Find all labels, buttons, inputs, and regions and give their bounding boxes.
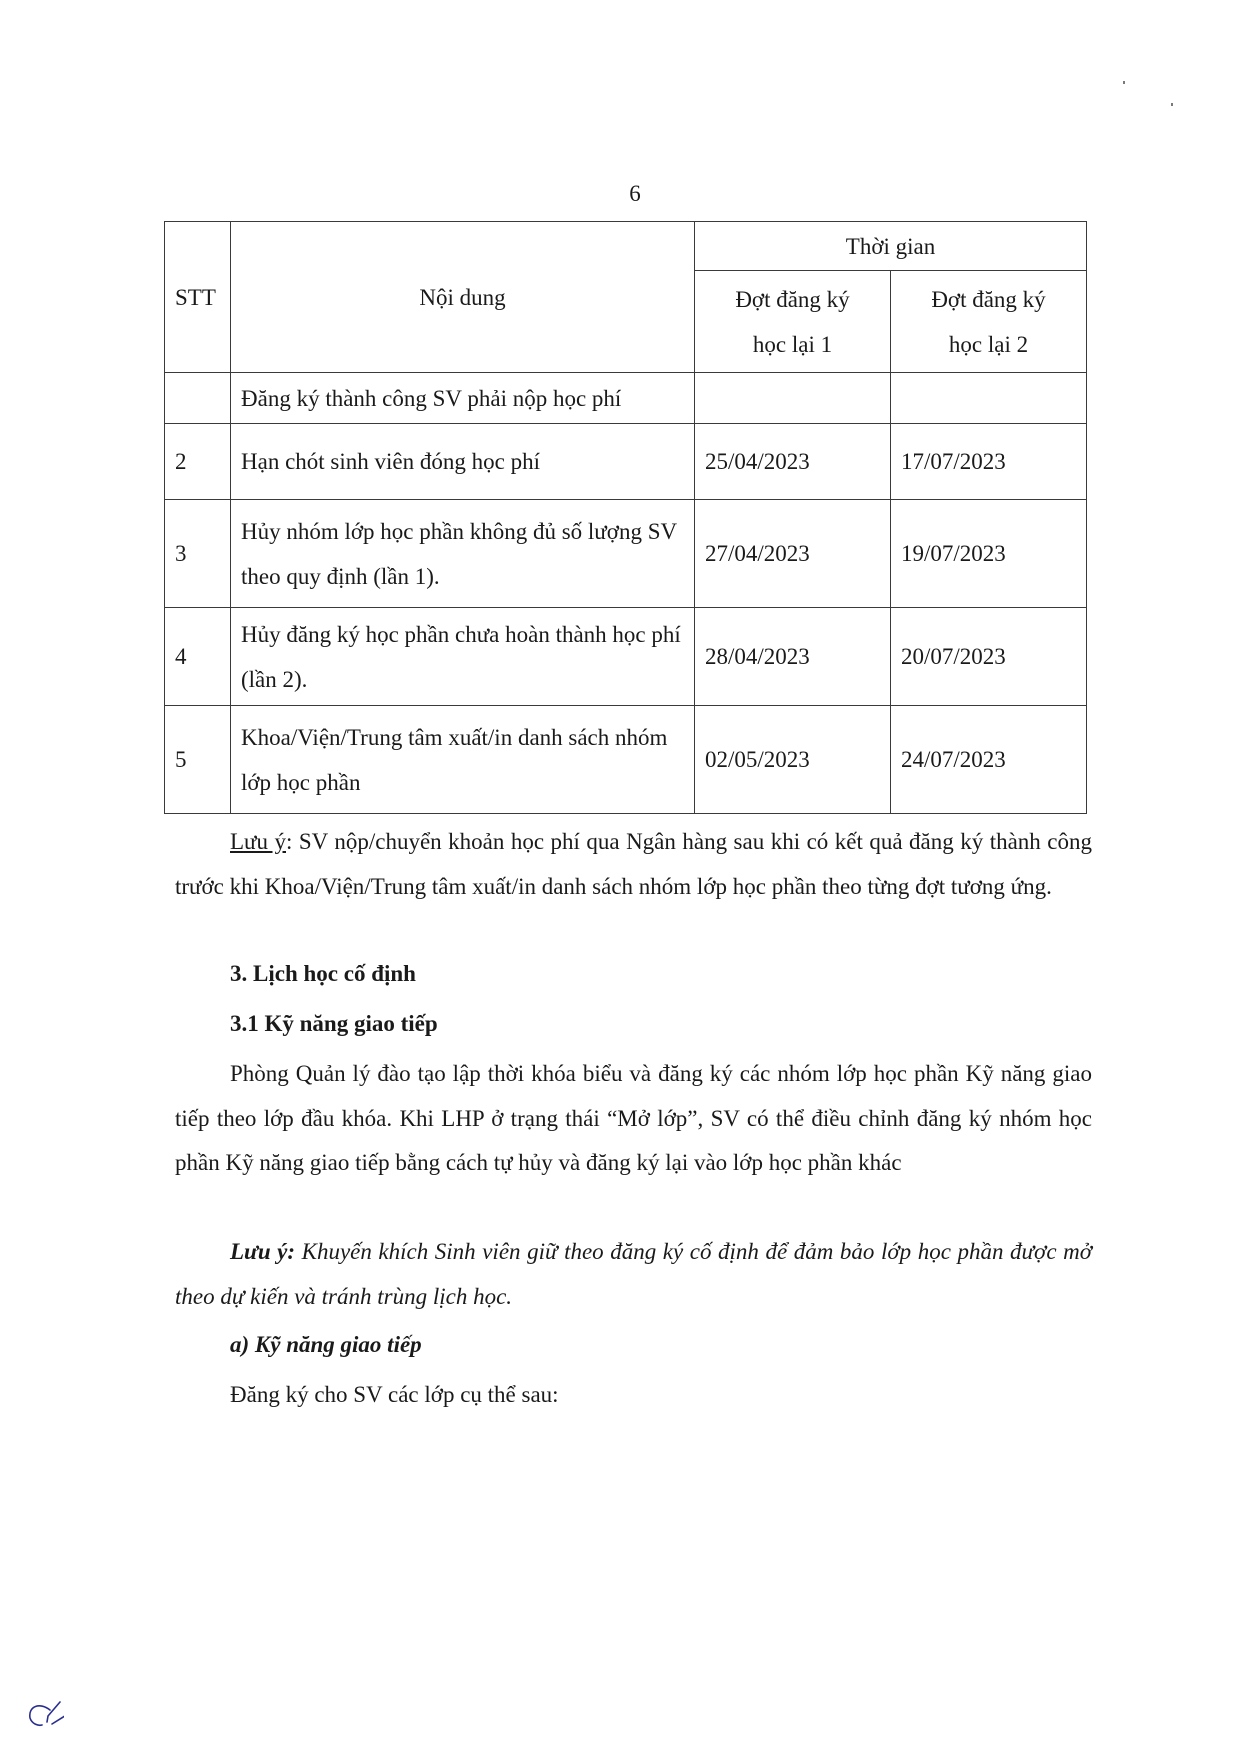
section-3-1-paragraph: Phòng Quản lý đào tạo lập thời khóa biểu và đăng ký các nhóm lớp học phần Kỹ năng giao tiếp theo lớp đầu khóa. Khi LHP ở trạng thái “Mở lớp”, SV có thể điều chỉnh đăng ký nhóm học phần Kỹ năng giao tiếp bằng cách tự hủy và đăng ký lại vào lớp học phần khác bbox=[175, 1061, 1092, 1175]
item-a-paragraph: Đăng ký cho SV các lớp cụ thể sau: bbox=[230, 1382, 559, 1407]
cell-content: Hủy nhóm lớp học phần không đủ số lượng SV theo quy định (lần 1). bbox=[231, 500, 695, 608]
cell-stt: 2 bbox=[165, 424, 231, 500]
cell-stt: 3 bbox=[165, 500, 231, 608]
table-row bbox=[165, 424, 1087, 500]
section-3-1-note-label: Lưu ý: bbox=[230, 1239, 296, 1264]
header-period-2-line1: Đợt đăng ký bbox=[931, 286, 1046, 312]
section-3-heading: 3. Lịch học cố định bbox=[230, 961, 416, 986]
section-3-1-note bbox=[175, 1230, 1092, 1319]
table-row bbox=[165, 706, 1087, 814]
cell-stt: 4 bbox=[165, 608, 231, 706]
cell-content: Đăng ký thành công SV phải nộp học phí bbox=[231, 373, 695, 424]
table-row bbox=[165, 500, 1087, 608]
scan-artifact-dot bbox=[1123, 81, 1125, 84]
cell-content: Hạn chót sinh viên đóng học phí bbox=[231, 424, 695, 500]
scan-artifact-dot bbox=[1171, 103, 1173, 106]
payment-note-text: : SV nộp/chuyển khoản học phí qua Ngân hàng sau khi có kết quả đăng ký thành công trước khi Khoa/Viện/Trung tâm xuất/in danh sách nhóm lớp học phần theo từng đợt tương ứng. bbox=[175, 829, 1092, 899]
item-a-heading: a) Kỹ năng giao tiếp bbox=[230, 1332, 422, 1357]
header-time-group: Thời gian bbox=[695, 222, 1087, 271]
cell-period-1: 02/05/2023 bbox=[695, 706, 891, 814]
schedule-table bbox=[164, 221, 1087, 814]
cell-period-1 bbox=[695, 373, 891, 424]
cell-period-1: 27/04/2023 bbox=[695, 500, 891, 608]
table-row bbox=[165, 608, 1087, 706]
cell-period-1: 25/04/2023 bbox=[695, 424, 891, 500]
section-3-1-note-text: Khuyến khích Sinh viên giữ theo đăng ký cố định để đảm bảo lớp học phần được mở theo dự kiến và tránh trùng lịch học. bbox=[175, 1239, 1092, 1309]
signature-initial-icon bbox=[14, 1694, 64, 1734]
cell-period-2 bbox=[891, 373, 1087, 424]
cell-content: Khoa/Viện/Trung tâm xuất/in danh sách nhóm lớp học phần bbox=[231, 706, 695, 814]
header-period-1-line2: học lại 1 bbox=[752, 331, 833, 357]
page-number: 6 bbox=[629, 181, 641, 206]
cell-period-2: 17/07/2023 bbox=[891, 424, 1087, 500]
cell-period-2: 24/07/2023 bbox=[891, 706, 1087, 814]
header-period-2 bbox=[891, 271, 1087, 373]
table-row bbox=[165, 373, 1087, 424]
cell-period-2: 20/07/2023 bbox=[891, 608, 1087, 706]
payment-note-label: Lưu ý bbox=[230, 829, 286, 854]
section-3-1-heading: 3.1 Kỹ năng giao tiếp bbox=[230, 1011, 438, 1036]
cell-period-2: 19/07/2023 bbox=[891, 500, 1087, 608]
header-content: Nội dung bbox=[231, 222, 695, 373]
payment-note bbox=[175, 820, 1092, 909]
header-period-1 bbox=[695, 271, 891, 373]
header-stt: STT bbox=[165, 222, 231, 373]
cell-stt bbox=[165, 373, 231, 424]
cell-period-1: 28/04/2023 bbox=[695, 608, 891, 706]
cell-content: Hủy đăng ký học phần chưa hoàn thành học phí (lần 2). bbox=[231, 608, 695, 706]
cell-stt: 5 bbox=[165, 706, 231, 814]
header-period-2-line2: học lại 2 bbox=[948, 331, 1029, 357]
table-header-row bbox=[165, 222, 1087, 271]
header-period-1-line1: Đợt đăng ký bbox=[735, 286, 850, 312]
